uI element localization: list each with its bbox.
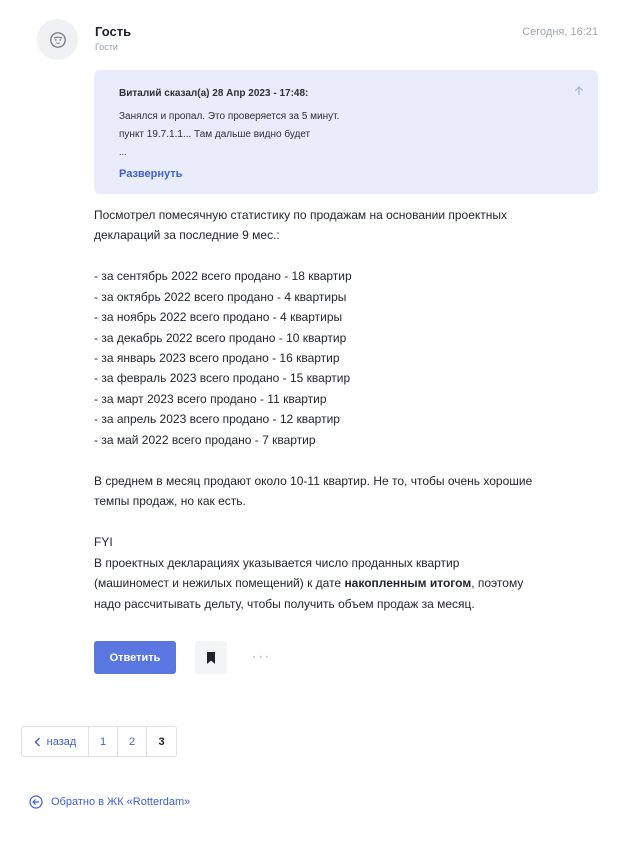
bookmark-button[interactable] xyxy=(195,641,227,674)
quote-expand-link[interactable]: Развернуть xyxy=(119,168,183,180)
quote-line: пункт 19.7.1.1... Там дальше видно будет xyxy=(119,129,311,140)
quote-line: Занялся и пропал. Это проверяется за 5 минут. xyxy=(119,111,340,122)
pagination-page-current: 3 xyxy=(158,735,165,748)
back-to-forum-link[interactable] xyxy=(29,795,190,809)
pagination xyxy=(21,726,177,757)
back-link-label: Обратно в ЖК «Rotterdam» xyxy=(51,796,191,808)
quote-header: Виталий сказал(а) 28 Апр 2023 - 17:48: xyxy=(119,88,309,99)
post-paragraph: надо рассчитывать дельту, чтобы получить объем продаж за месяц. xyxy=(94,597,475,611)
text-segment: , поэтому xyxy=(471,576,524,590)
post-paragraph: Посмотрел помесячную статистику по продажам на основании проектных xyxy=(94,208,508,222)
sales-line: - за февраль 2023 всего продано - 15 квартир xyxy=(94,371,351,385)
sales-line: - за апрель 2023 всего продано - 12 квартир xyxy=(94,412,340,426)
author-name[interactable]: Гость xyxy=(95,24,132,39)
reply-button[interactable]: Ответить xyxy=(94,641,176,674)
bold-text: накопленным итогом xyxy=(344,576,472,590)
quote-line: ... xyxy=(119,147,127,157)
pagination-page[interactable]: 1 xyxy=(89,727,118,756)
bookmark-icon xyxy=(206,652,216,664)
circle-arrow-left-icon xyxy=(29,795,43,809)
pagination-prev[interactable] xyxy=(22,727,89,756)
pagination-prev-label: назад xyxy=(46,735,77,748)
chevron-left-icon xyxy=(34,737,41,747)
post-paragraph xyxy=(94,576,523,590)
sales-line: - за декабрь 2022 всего продано - 10 квартир xyxy=(94,331,347,345)
post-paragraph: деклараций за последние 9 мес.: xyxy=(94,228,280,242)
post-paragraph: темпы продаж, но как есть. xyxy=(94,494,246,508)
quote-block xyxy=(94,70,598,194)
sales-line: - за январь 2023 всего продано - 16 квартир xyxy=(94,351,340,365)
more-options-button[interactable]: ··· xyxy=(251,648,271,665)
guest-face-icon xyxy=(49,31,67,49)
post-paragraph: В среднем в месяц продают около 10-11 квартир. Не то, чтобы очень хорошие xyxy=(94,474,533,488)
text-segment: (машиномест и нежилых помещений) к дате xyxy=(94,576,345,590)
sales-line: - за октябрь 2022 всего продано - 4 квартиры xyxy=(94,290,347,304)
quote-collapse-button[interactable] xyxy=(572,84,586,98)
post-timestamp[interactable]: Сегодня, 16:21 xyxy=(522,26,598,38)
fyi-label: FYI xyxy=(94,535,113,549)
post-paragraph: В проектных декларациях указывается число проданных квартир xyxy=(94,556,460,570)
sales-line: - за май 2022 всего продано - 7 квартир xyxy=(94,433,316,447)
avatar[interactable] xyxy=(37,19,78,60)
arrow-up-icon xyxy=(574,86,584,96)
sales-line: - за март 2023 всего продано - 11 квартир xyxy=(94,392,327,406)
pagination-page[interactable]: 2 xyxy=(118,727,147,756)
author-group: Гости xyxy=(95,42,118,52)
sales-line: - за сентябрь 2022 всего продано - 18 квартир xyxy=(94,269,352,283)
sales-line: - за ноябрь 2022 всего продано - 4 квартиры xyxy=(94,310,343,324)
